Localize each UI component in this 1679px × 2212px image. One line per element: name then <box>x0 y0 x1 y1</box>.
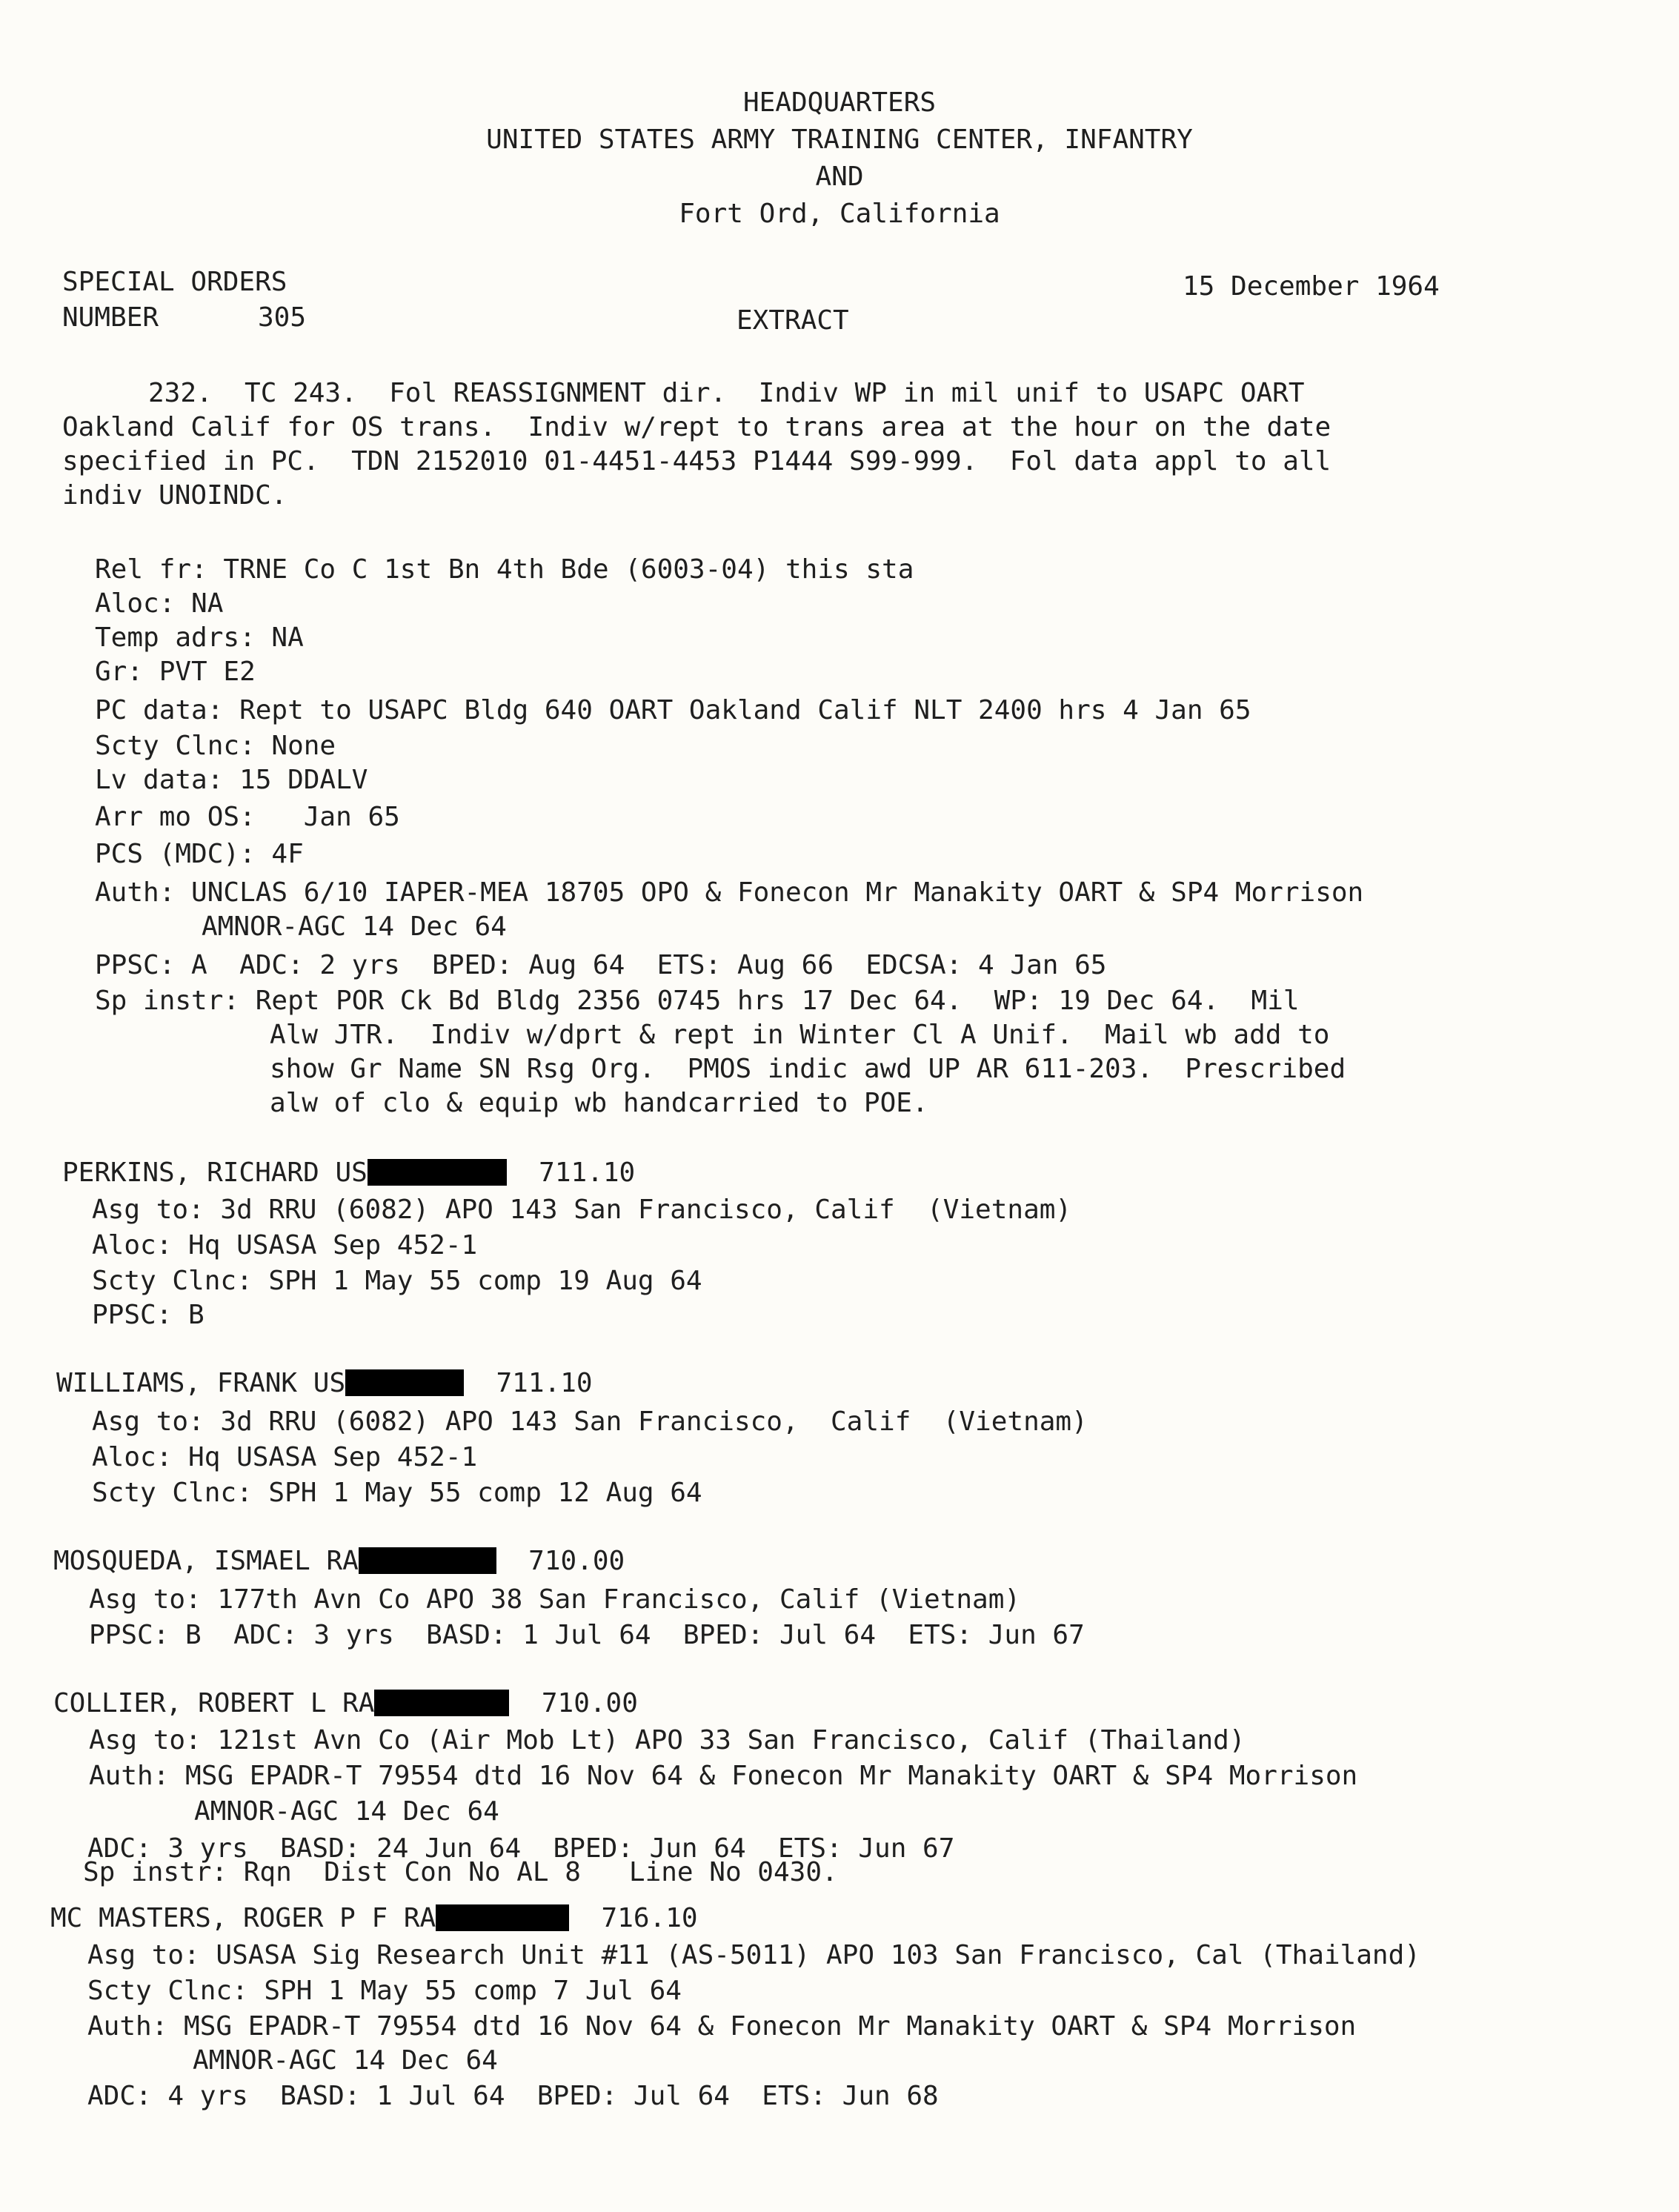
data-line: Scty Clnc: None <box>95 731 336 761</box>
individual-detail: Scty Clnc: SPH 1 May 55 comp 19 Aug 64 <box>92 1266 702 1296</box>
individual-detail: Aloc: Hq USASA Sep 452-1 <box>92 1230 478 1261</box>
data-line: PC data: Rept to USAPC Bldg 640 OART Oakland Calif NLT 2400 hrs 4 Jan 65 <box>95 695 1251 725</box>
data-line: Sp instr: Rept POR Ck Bd Bldg 2356 0745 hrs 17 Dec 64. WP: 19 Dec 64. Mil <box>95 986 1300 1016</box>
individual-detail: PPSC: B ADC: 3 yrs BASD: 1 Jul 64 BPED: Jul 64 ETS: Jun 67 <box>89 1620 1085 1650</box>
data-line: PCS (MDC): 4F <box>95 839 304 869</box>
individual-detail: Asg to: 3d RRU (6082) APO 143 San Francisco, Calif (Vietnam) <box>92 1406 1088 1437</box>
individual-name: MC MASTERS, ROGER P F RA <box>50 1903 436 1933</box>
individual-name: COLLIER, ROBERT L RA <box>53 1688 375 1718</box>
data-line: alw of clo & equip wb handcarried to POE. <box>270 1088 928 1118</box>
individual-detail: PPSC: B <box>92 1300 205 1330</box>
individual-detail: AMNOR-AGC 14 Dec 64 <box>193 2045 498 2076</box>
special-orders-label: SPECIAL ORDERS <box>62 267 287 297</box>
individual-detail: Aloc: Hq USASA Sep 452-1 <box>92 1442 478 1472</box>
individual-detail: Scty Clnc: SPH 1 May 55 comp 12 Aug 64 <box>92 1478 702 1508</box>
data-line: Auth: UNCLAS 6/10 IAPER-MEA 18705 OPO & Fonecon Mr Manakity OART & SP4 Morrison <box>95 877 1364 908</box>
redaction-bar <box>345 1369 464 1396</box>
individual-detail: Sp instr: Rqn Dist Con No AL 8 Line No 0430. <box>83 1857 838 1887</box>
data-line: Lv data: 15 DDALV <box>95 765 368 795</box>
redaction-bar <box>374 1690 509 1716</box>
individual-name: WILLIAMS, FRANK US <box>56 1368 346 1398</box>
individual-detail: ADC: 4 yrs BASD: 1 Jul 64 BPED: Jul 64 ETS: Jun 68 <box>87 2081 939 2111</box>
order-number: 305 <box>258 302 307 333</box>
header-line-1: HEADQUARTERS <box>742 87 937 118</box>
para-line: indiv UNOINDC. <box>62 480 287 511</box>
redaction-bar <box>368 1159 507 1186</box>
individual-name-line <box>53 1544 625 1578</box>
individual-mos: 710.00 <box>541 1688 638 1718</box>
header-line-2: UNITED STATES ARMY TRAINING CENTER, INFANTRY <box>486 124 1193 155</box>
data-line: PPSC: A ADC: 2 yrs BPED: Aug 64 ETS: Aug 66 EDCSA: 4 Jan 65 <box>95 950 1107 980</box>
individual-detail: AMNOR-AGC 14 Dec 64 <box>194 1796 499 1827</box>
header-line-3: AND <box>815 162 864 192</box>
redaction-bar <box>359 1547 496 1574</box>
individual-mos: 711.10 <box>496 1368 593 1398</box>
individual-detail: Asg to: 177th Avn Co APO 38 San Francisco, Calif (Vietnam) <box>89 1584 1021 1615</box>
individual-detail: Asg to: 121st Avn Co (Air Mob Lt) APO 33 San Francisco, Calif (Thailand) <box>89 1725 1246 1756</box>
individual-detail: Asg to: 3d RRU (6082) APO 143 San Francisco, Calif (Vietnam) <box>92 1195 1072 1225</box>
individual-name: MOSQUEDA, ISMAEL RA <box>53 1546 359 1576</box>
individual-detail: Scty Clnc: SPH 1 May 55 comp 7 Jul 64 <box>87 1976 682 2006</box>
individual-detail: ADC: 3 yrs BASD: 24 Jun 64 BPED: Jun 64 ETS: Jun 67 <box>87 1833 955 1864</box>
data-line: show Gr Name SN Rsg Org. PMOS indic awd UP AR 611-203. Prescribed <box>270 1054 1346 1084</box>
data-line: Alw JTR. Indiv w/dprt & rept in Winter Cl A Unif. Mail wb add to <box>270 1020 1330 1050</box>
data-line: Rel fr: TRNE Co C 1st Bn 4th Bde (6003-04) this sta <box>95 554 914 585</box>
number-label: NUMBER <box>62 302 159 333</box>
para-line: 232. TC 243. Fol REASSIGNMENT dir. Indiv WP in mil unif to USAPC OART <box>148 378 1305 408</box>
data-line: Gr: PVT E2 <box>95 657 256 687</box>
individual-name-line <box>50 1902 698 1936</box>
individual-name-line <box>56 1366 593 1401</box>
header-line-4: Fort Ord, California <box>679 199 1000 229</box>
individual-mos: 716.10 <box>601 1903 698 1933</box>
para-line: Oakland Calif for OS trans. Indiv w/rept to trans area at the hour on the date <box>62 412 1331 442</box>
order-date: 15 December 1964 <box>1183 271 1440 302</box>
data-line: AMNOR-AGC 14 Dec 64 <box>202 911 507 942</box>
data-line: Temp adrs: NA <box>95 622 304 653</box>
individual-name-line <box>53 1687 638 1721</box>
individual-name: PERKINS, RICHARD US <box>62 1158 368 1188</box>
individual-detail: Auth: MSG EPADR-T 79554 dtd 16 Nov 64 & Fonecon Mr Manakity OART & SP4 Morrison <box>87 2011 1357 2042</box>
individual-mos: 710.00 <box>528 1546 625 1576</box>
individual-detail: Asg to: USASA Sig Research Unit #11 (AS-5011) APO 103 San Francisco, Cal (Thailand) <box>87 1940 1420 1970</box>
extract-label: EXTRACT <box>737 305 849 336</box>
data-line: Arr mo OS: Jan 65 <box>95 802 400 832</box>
para-line: specified in PC. TDN 2152010 01-4451-4453 P1444 S99-999. Fol data appl to all <box>62 446 1331 476</box>
individual-name-line <box>62 1156 635 1190</box>
individual-detail: Auth: MSG EPADR-T 79554 dtd 16 Nov 64 & Fonecon Mr Manakity OART & SP4 Morrison <box>89 1761 1358 1791</box>
redaction-bar <box>436 1904 569 1931</box>
individual-mos: 711.10 <box>539 1158 636 1188</box>
data-line: Aloc: NA <box>95 588 224 619</box>
